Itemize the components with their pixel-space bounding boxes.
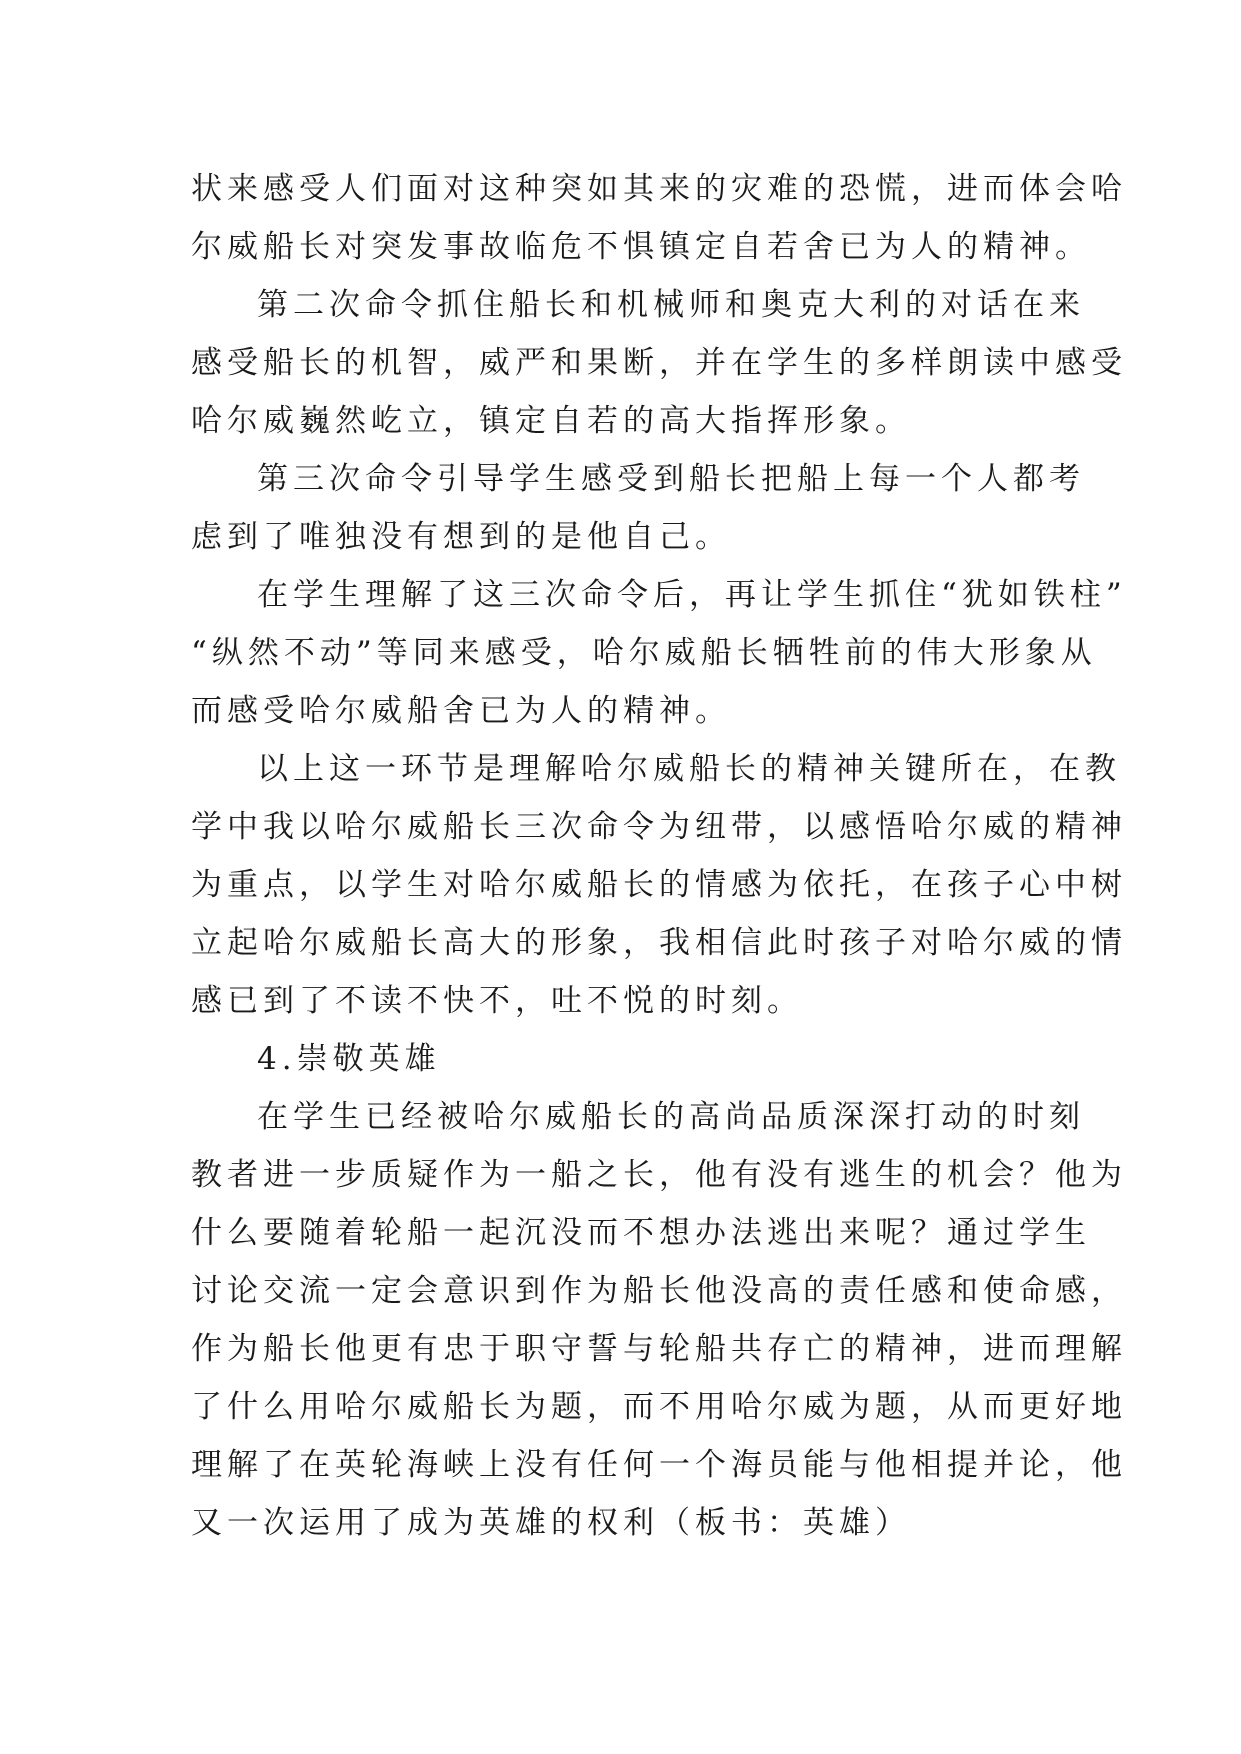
text-line: 立起哈尔威船长高大的形象，我相信此时孩子对哈尔威的情 — [191, 925, 1127, 961]
text-line: 第三次命令引导学生感受到船长把船上每一个人都考 — [257, 461, 1085, 497]
text-line: 状来感受人们面对这种突如其来的灾难的恐慌，进而体会哈 — [191, 171, 1127, 207]
text-line: 讨论交流一定会意识到作为船长他没高的责任感和使命感， — [191, 1273, 1127, 1309]
text-line: 而感受哈尔威船舍已为人的精神。 — [191, 693, 731, 729]
text-line: 虑到了唯独没有想到的是他自己。 — [191, 519, 731, 555]
text-line: 作为船长他更有忠于职守誓与轮船共存亡的精神，进而理解 — [191, 1331, 1127, 1367]
body-text — [191, 160, 1127, 1552]
text-line: 感受船长的机智，威严和果断，并在学生的多样朗读中感受 — [191, 345, 1127, 381]
text-line: 哈尔威巍然屹立，镇定自若的高大指挥形象。 — [191, 403, 911, 439]
text-line: 4.崇敬英雄 — [257, 1041, 441, 1077]
text-line: 在学生已经被哈尔威船长的高尚品质深深打动的时刻 — [257, 1099, 1085, 1135]
text-line: 感已到了不读不快不，吐不悦的时刻。 — [191, 983, 803, 1019]
text-line: 理解了在英轮海峡上没有任何一个海员能与他相提并论，他 — [191, 1447, 1127, 1483]
text-line: 了什么用哈尔威船长为题，而不用哈尔威为题，从而更好地 — [191, 1389, 1127, 1425]
text-line: 学中我以哈尔威船长三次命令为纽带，以感悟哈尔威的精神 — [191, 809, 1127, 845]
text-line: 什么要随着轮船一起沉没而不想办法逃出来呢？通过学生 — [191, 1215, 1091, 1251]
text-line: “纵然不动”等同来感受，哈尔威船长牺牲前的伟大形象从 — [191, 635, 1097, 671]
text-line: 在学生理解了这三次命令后，再让学生抓住“犹如铁柱” — [257, 577, 1127, 613]
text-line: 教者进一步质疑作为一船之长，他有没有逃生的机会？他为 — [191, 1157, 1127, 1193]
text-line: 以上这一环节是理解哈尔威船长的精神关键所在，在教 — [257, 751, 1121, 787]
text-line: 尔威船长对突发事故临危不惧镇定自若舍已为人的精神。 — [191, 229, 1091, 265]
text-line: 第二次命令抓住船长和机械师和奥克大利的对话在来 — [257, 287, 1085, 323]
text-line: 又一次运用了成为英雄的权利（板书：英雄） — [191, 1505, 911, 1541]
text-line: 为重点，以学生对哈尔威船长的情感为依托，在孩子心中树 — [191, 867, 1127, 903]
